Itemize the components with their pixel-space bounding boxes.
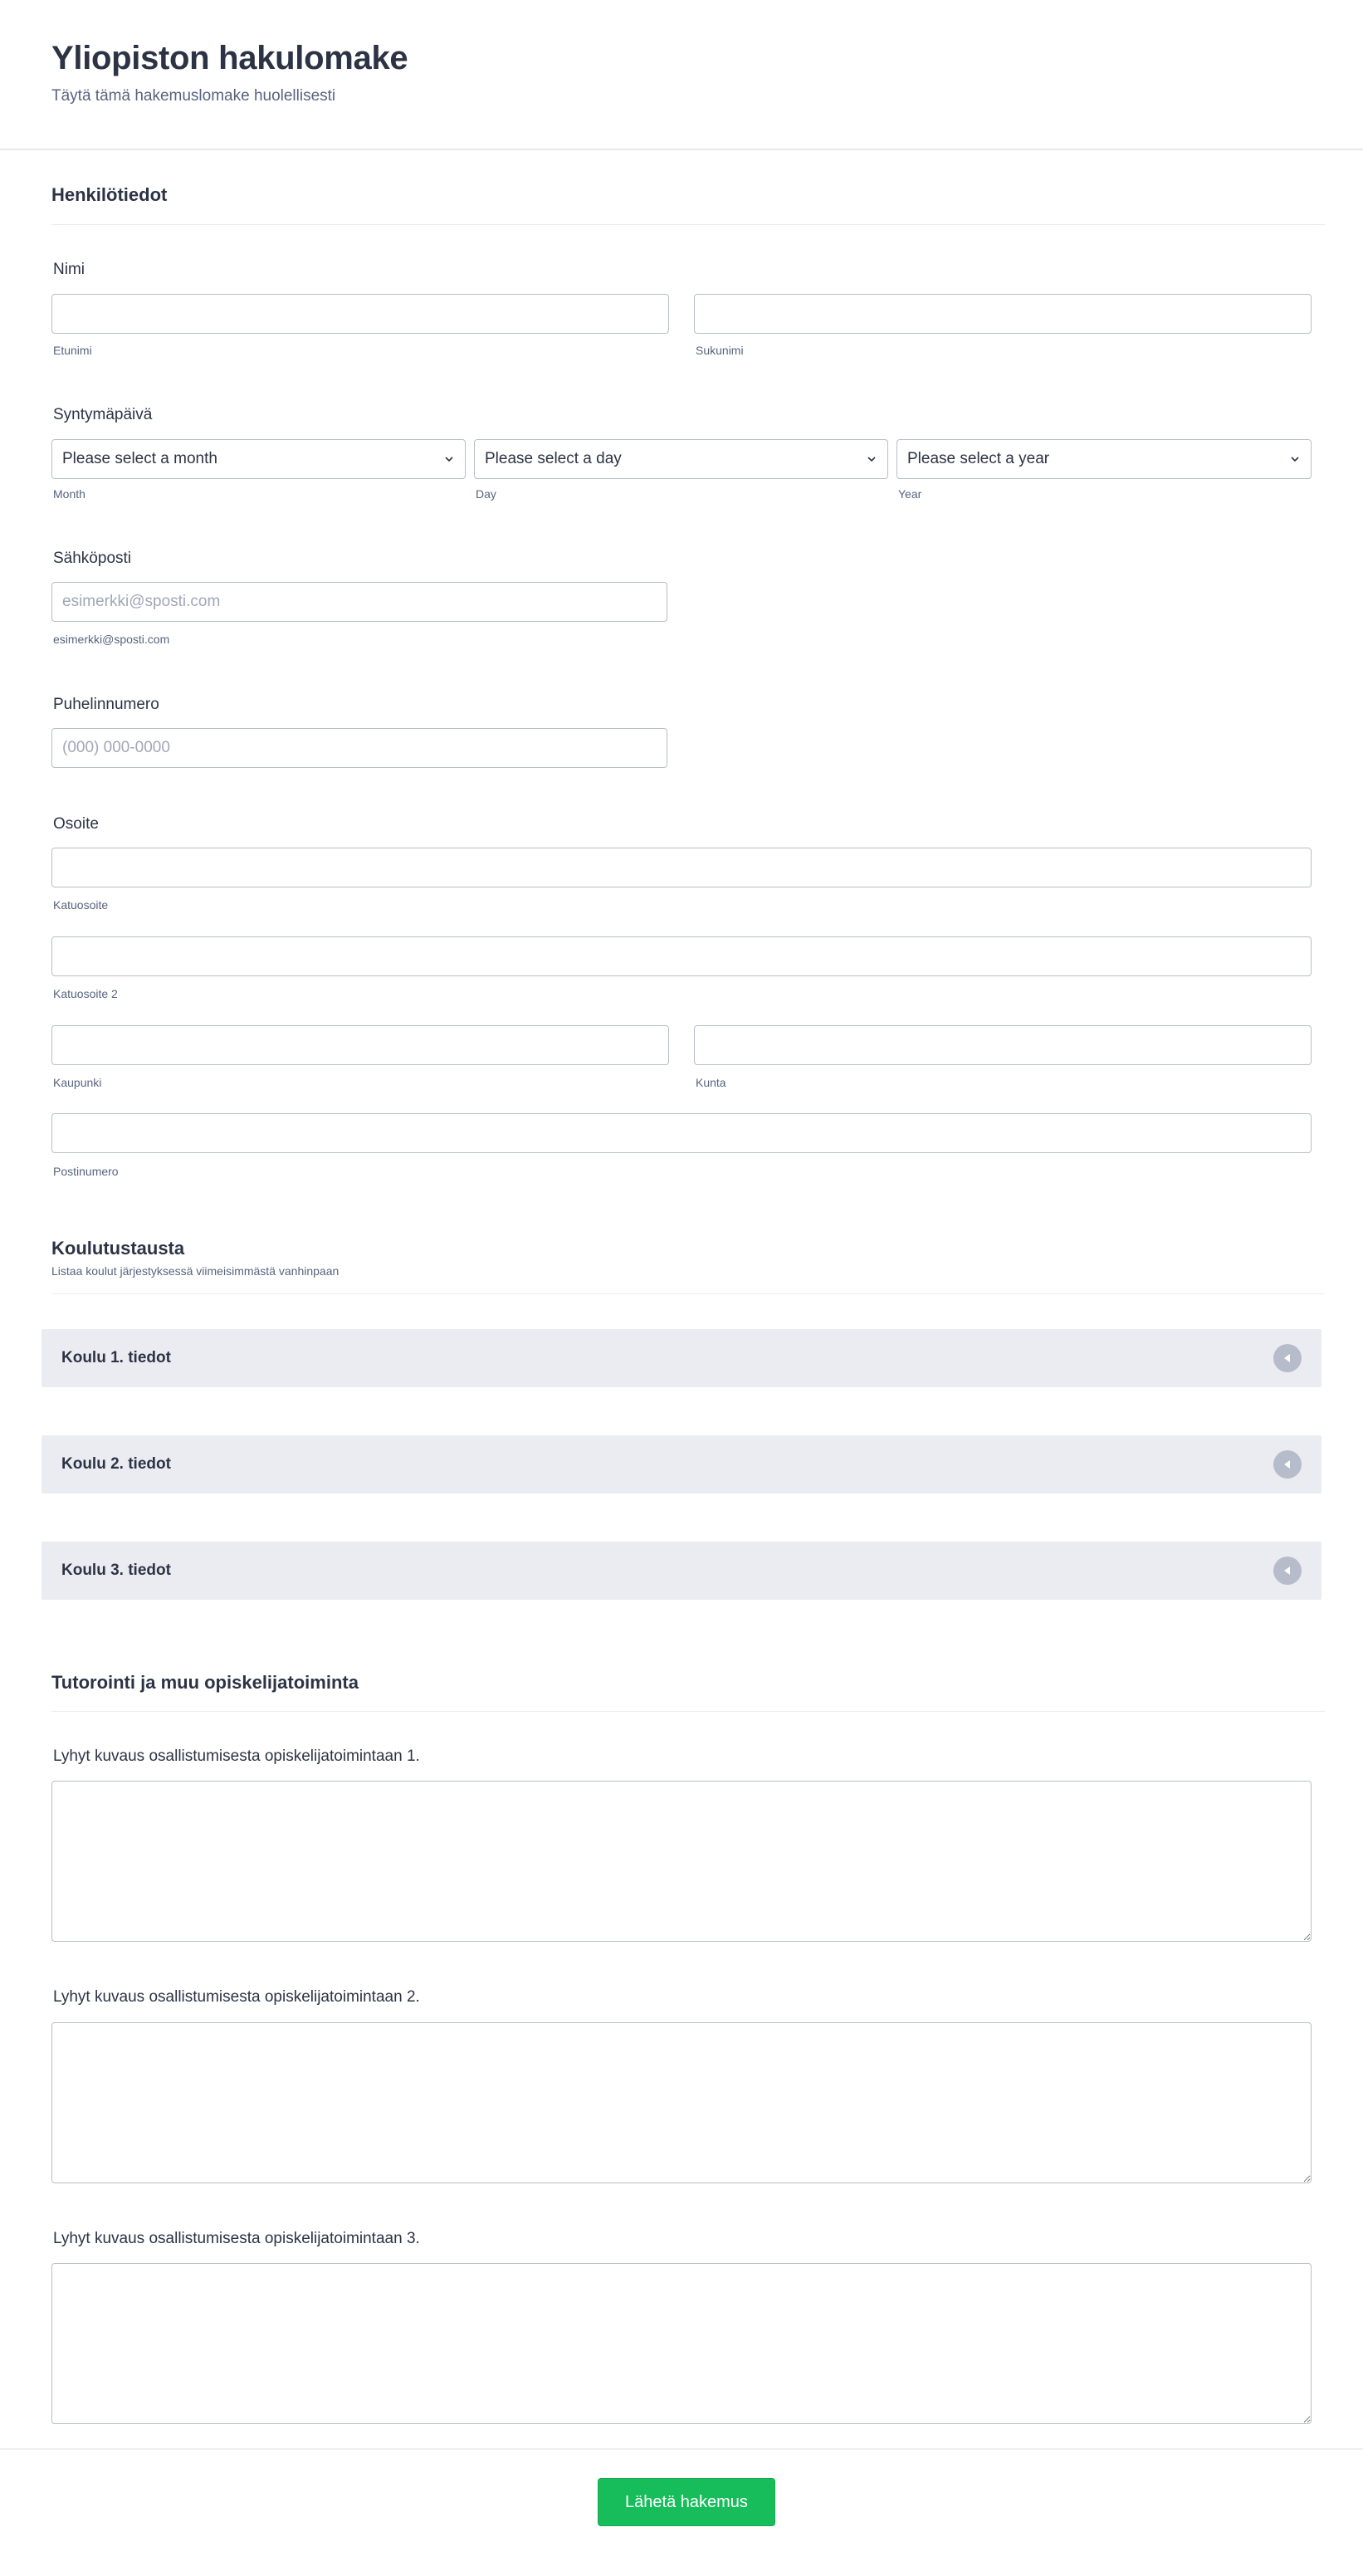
education-section-heading: Koulutustausta <box>51 1238 185 1259</box>
birthdate-label: Syntymäpäivä <box>53 406 153 423</box>
last-name-input[interactable] <box>694 294 1312 334</box>
birth-month-select[interactable] <box>51 439 466 479</box>
activity-1-label: Lyhyt kuvaus osallistumisesta opiskelijatoimintaan 1. <box>53 1747 420 1765</box>
activity-2-textarea[interactable] <box>51 2022 1312 2183</box>
form-title: Yliopiston hakulomake <box>51 40 408 76</box>
personal-section-heading: Henkilötiedot <box>51 184 168 205</box>
school-2-title: Koulu 2. tiedot <box>61 1455 171 1473</box>
email-label: Sähköposti <box>53 550 132 567</box>
postal-code-input[interactable] <box>51 1113 1312 1153</box>
birth-month-value: Please select a month <box>62 450 217 467</box>
chevron-down-icon <box>866 453 877 465</box>
chevron-down-icon <box>443 453 455 465</box>
chevron-down-icon <box>1289 453 1301 465</box>
birth-day-value: Please select a day <box>485 450 622 467</box>
street-address-2-sublabel: Katuosoite 2 <box>53 987 118 1000</box>
first-name-input[interactable] <box>51 294 669 334</box>
city-input[interactable] <box>51 1025 669 1065</box>
postal-code-sublabel: Postinumero <box>53 1165 119 1178</box>
birth-month-sublabel: Month <box>53 487 85 501</box>
footer-divider <box>0 2448 1363 2450</box>
section-divider <box>51 1293 1325 1294</box>
school-3-collapse[interactable] <box>42 1542 1321 1600</box>
birth-year-sublabel: Year <box>898 487 922 501</box>
activity-3-textarea[interactable] <box>51 2263 1312 2424</box>
activity-1-textarea[interactable] <box>51 1781 1312 1942</box>
birth-year-select[interactable] <box>896 439 1312 479</box>
activities-section-heading: Tutorointi ja muu opiskelijatoiminta <box>51 1672 359 1693</box>
school-2-collapse[interactable] <box>42 1435 1321 1493</box>
submit-button[interactable]: Lähetä hakemus <box>598 2478 775 2526</box>
form-subtitle: Täytä tämä hakemuslomake huolellisesti <box>51 87 336 105</box>
school-3-title: Koulu 3. tiedot <box>61 1562 171 1579</box>
street-address-2-input[interactable] <box>51 936 1312 976</box>
street-address-input[interactable] <box>51 848 1312 887</box>
collapse-left-arrow-icon[interactable] <box>1273 1344 1302 1372</box>
last-name-sublabel: Sukunimi <box>696 344 744 357</box>
birth-day-select[interactable] <box>474 439 888 479</box>
birth-day-sublabel: Day <box>476 487 496 501</box>
email-sublabel: esimerkki@sposti.com <box>53 633 170 646</box>
phone-input[interactable] <box>51 728 667 768</box>
collapse-left-arrow-icon[interactable] <box>1273 1450 1302 1479</box>
school-1-title: Koulu 1. tiedot <box>61 1349 171 1366</box>
activity-3-label: Lyhyt kuvaus osallistumisesta opiskelijatoimintaan 3. <box>53 2230 420 2247</box>
section-divider <box>51 224 1325 225</box>
birth-year-value: Please select a year <box>907 450 1050 467</box>
municipality-input[interactable] <box>694 1025 1312 1065</box>
activity-2-label: Lyhyt kuvaus osallistumisesta opiskelijatoimintaan 2. <box>53 1988 420 2006</box>
email-input[interactable] <box>51 582 667 622</box>
first-name-sublabel: Etunimi <box>53 344 92 357</box>
municipality-sublabel: Kunta <box>696 1076 726 1089</box>
city-sublabel: Kaupunki <box>53 1076 102 1089</box>
address-label: Osoite <box>53 815 99 833</box>
section-divider <box>51 1711 1325 1712</box>
street-address-sublabel: Katuosoite <box>53 898 109 912</box>
form-header <box>0 0 1363 150</box>
school-1-collapse[interactable] <box>42 1329 1321 1387</box>
name-label: Nimi <box>53 261 85 278</box>
collapse-left-arrow-icon[interactable] <box>1273 1557 1302 1585</box>
phone-label: Puhelinnumero <box>53 696 159 713</box>
education-section-description: Listaa koulut järjestyksessä viimeisimmästä vanhinpaan <box>51 1264 340 1278</box>
